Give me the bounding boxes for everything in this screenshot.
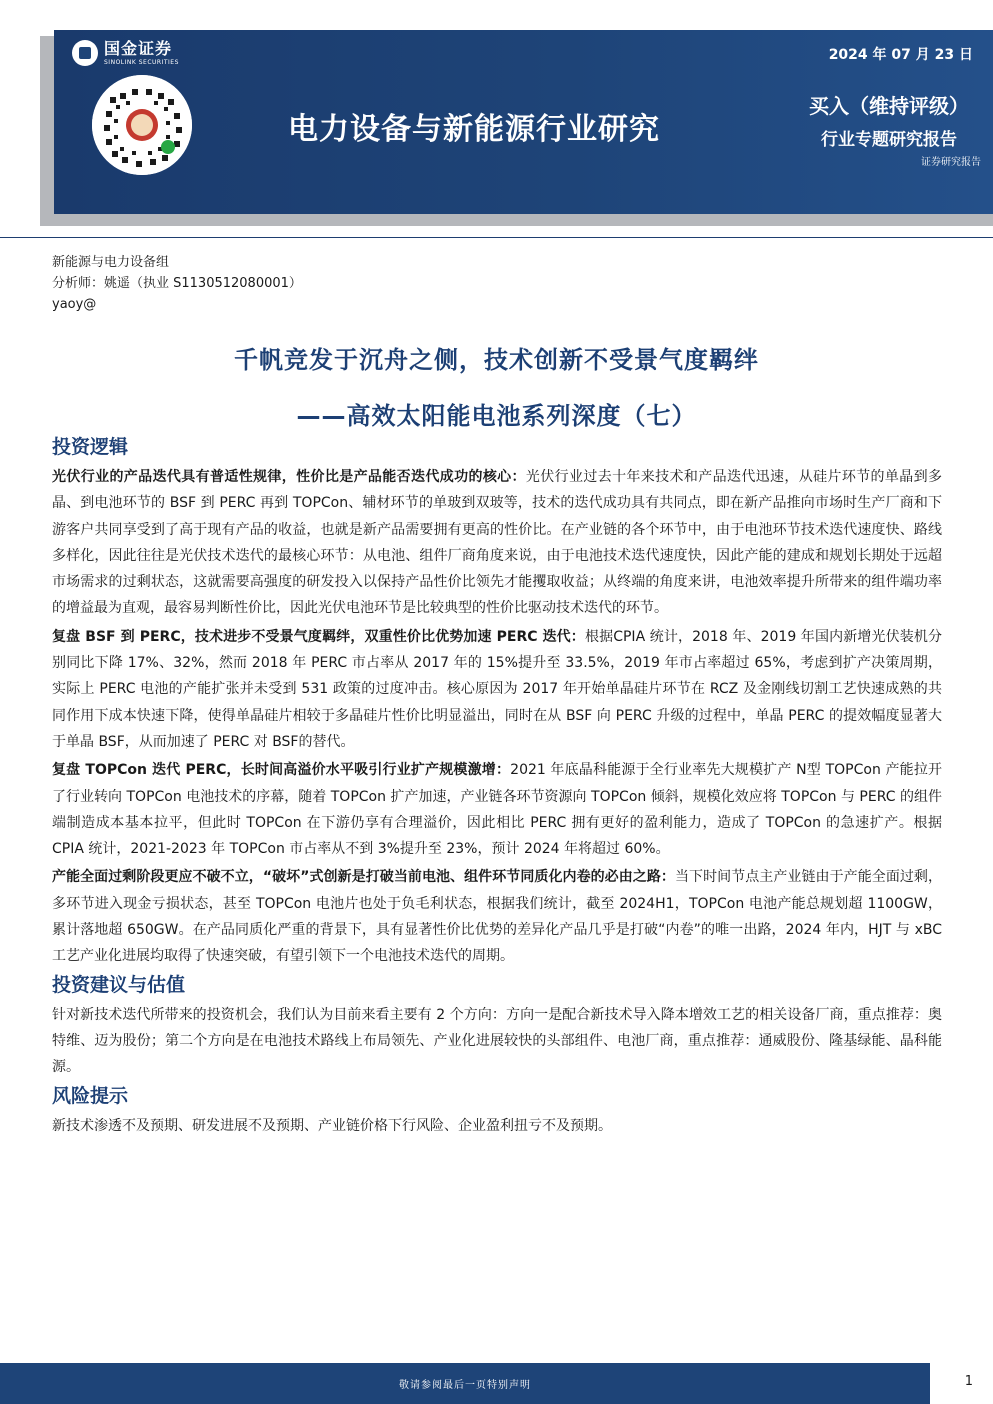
section-heading-risk: 风险提示 — [52, 1084, 129, 1107]
paragraph-body: 当下时间节点主产业链由于产能全面过剩，多环节进入现金亏损状态，甚至 TOPCon 电池片也处于负毛利状态，根据我们统计，截至 2024H1，TOPCon 电池产能总规划超 1100GW，累计落地超 650GW。在产品同质化严重的背景下，具有显著性价比优势的差异化产品几乎是打破“内卷”的唯一出路，2024 年内，HJT 与 xBC 工艺产业化进展均取得了快速突破，有望引领下一个电池技术迭代的周期。 — [52, 869, 942, 965]
paragraph-lead: 产能全面过剩阶段更应不破不立，“破坏”式创新是打破当前电池、组件环节同质化内卷的必由之路： — [52, 869, 675, 886]
paragraph — [52, 864, 942, 969]
report-sub-title: ——高效太阳能电池系列深度（七） — [296, 402, 697, 430]
industry-title: 电力设备与新能源行业研究 — [288, 112, 660, 147]
sinolink-logo-icon — [72, 40, 98, 66]
analyst-email[interactable]: yaoy@ — [52, 297, 97, 312]
paragraph — [52, 464, 942, 622]
section-heading-advice: 投资建议与估值 — [52, 973, 186, 996]
section-heading-logic: 投资逻辑 — [52, 436, 129, 458]
paragraph-body: 根据CPIA 统计，2018 年、2019 年国内新增光伏装机分别同比下降 17%、32%，然而 2018 年 PERC 市占率从 2017 年的 15%提升至 33.5%，2019 年市占率超过 65%，考虑到扩产决策周期，实际上 PERC 电池的产能扩张并未受到 531 政策的过度冲击。核心原因为 2017 年开始单晶硅片环节在 RCZ 及金刚线切割工艺快速成熟的共同作用下成本快速下降，使得单晶硅片相较于多晶硅片性价比明显溢出，同时在从 BSF 向 PERC 升级的过程中，单晶 PERC 的提效幅度显著大于单晶 BSF，从而加速了 PERC 对 BSF的替代。 — [52, 628, 942, 750]
paragraph-lead: 复盘 BSF 到 PERC，技术进步不受景气度羁绊，双重性价比优势加速 PERC 迭代： — [52, 628, 585, 645]
report-body — [52, 434, 942, 1141]
paragraph-lead: 光伏行业的产品迭代具有普适性规律，性价比是产品能否迭代成功的核心： — [52, 469, 526, 485]
page-number: 1 — [964, 1374, 973, 1389]
analyst-line: 分析师：姚遥（执业 S1130512080001） — [52, 276, 302, 291]
report-category: 证券研究报告 — [921, 157, 981, 168]
report-type: 行业专题研究报告 — [821, 130, 957, 150]
logo-name-cn: 国金证券 — [104, 38, 173, 58]
paragraph: 新技术渗透不及预期、研发进展不及预期、产业链价格下行风险、企业盈利扭亏不及预期。 — [52, 1117, 612, 1134]
report-date: 2024 年 07 月 23 日 — [828, 47, 973, 63]
paragraph-body: 2021 年底晶科能源于全行业率先大规模扩产 N型 TOPCon 产能拉开了行业转向 TOPCon 电池技术的序幕，随着 TOPCon 扩产加速，产业链各环节资源向 TOPCon 倾斜，规模化效应将 TOPCon 与 PERC 的组件端制造成本基本拉平，但此时 TOPCon 在下游仍享有合理溢价，因此相比 PERC 拥有更好的盈利能力，造成了 TOPCon 的急速扩产。根据CPIA 统计，2021-2023 年 TOPCon 市占率从不到 3%提升至 23%，预计 2024 年将超过 60%。 — [52, 762, 942, 858]
paragraph — [52, 624, 942, 755]
rating-badge: 买入（维持评级） — [809, 94, 969, 118]
research-group: 新能源与电力设备组 — [52, 255, 170, 270]
paragraph — [52, 757, 942, 862]
logo-name-en: SINOLINK SECURITIES — [104, 58, 179, 66]
footer-disclaimer: 敬请参阅最后一页特别声明 — [399, 1380, 531, 1391]
paragraph: 针对新技术迭代所带来的投资机会，我们认为目前来看主要有 2 个方向：方向一是配合新技术导入降本增效工艺的相关设备厂商，重点推荐：奥特维、迈为股份；第二个方向是在电池技术路线上布局领先、产业化进展较快的头部组件、电池厂商，重点推荐：通威股份、隆基绿能、晶科能源。 — [52, 1006, 942, 1076]
footer-bar — [0, 1363, 930, 1404]
analyst-info — [52, 252, 302, 315]
report-main-title: 千帆竞发于沉舟之侧，技术创新不受景气度羁绊 — [234, 346, 759, 374]
paragraph-lead: 复盘 TOPCon 迭代 PERC，长时间高溢价水平吸引行业扩产规模激增： — [52, 762, 511, 779]
header-divider — [0, 237, 993, 238]
paragraph-body: 光伏行业过去十年来技术和产品迭代迅速，从硅片环节的单晶到多晶、到电池环节的 BSF 到 PERC 再到 TOPCon、辅材环节的单玻到双玻等，技术的迭代成功具有共同点，即在新产品推向市场时生产厂商和下游客户共同享受到了高于现有产品的收益，也就是新产品需要拥有更高的性价比。在产业链的各个环节中，由于电池环节技术迭代速度快、路线多样化，因此往往是光伏技术迭代的最核心环节：从电池、组件厂商角度来说，由于电池技术迭代速度快，因此产能的建成和规划长期处于远超市场需求的过剩状态，这就需要高强度的研发投入以保持产品性价比领先才能攫取收益；从终端的角度来讲，电池效率提升所带来的组件端功率的增益最为直观，最容易判断性价比，因此光伏电池环节是比较典型的性价比驱动技术迭代的环节。 — [52, 469, 943, 617]
brand-logo — [72, 38, 222, 68]
qr-code-icon — [92, 75, 192, 175]
